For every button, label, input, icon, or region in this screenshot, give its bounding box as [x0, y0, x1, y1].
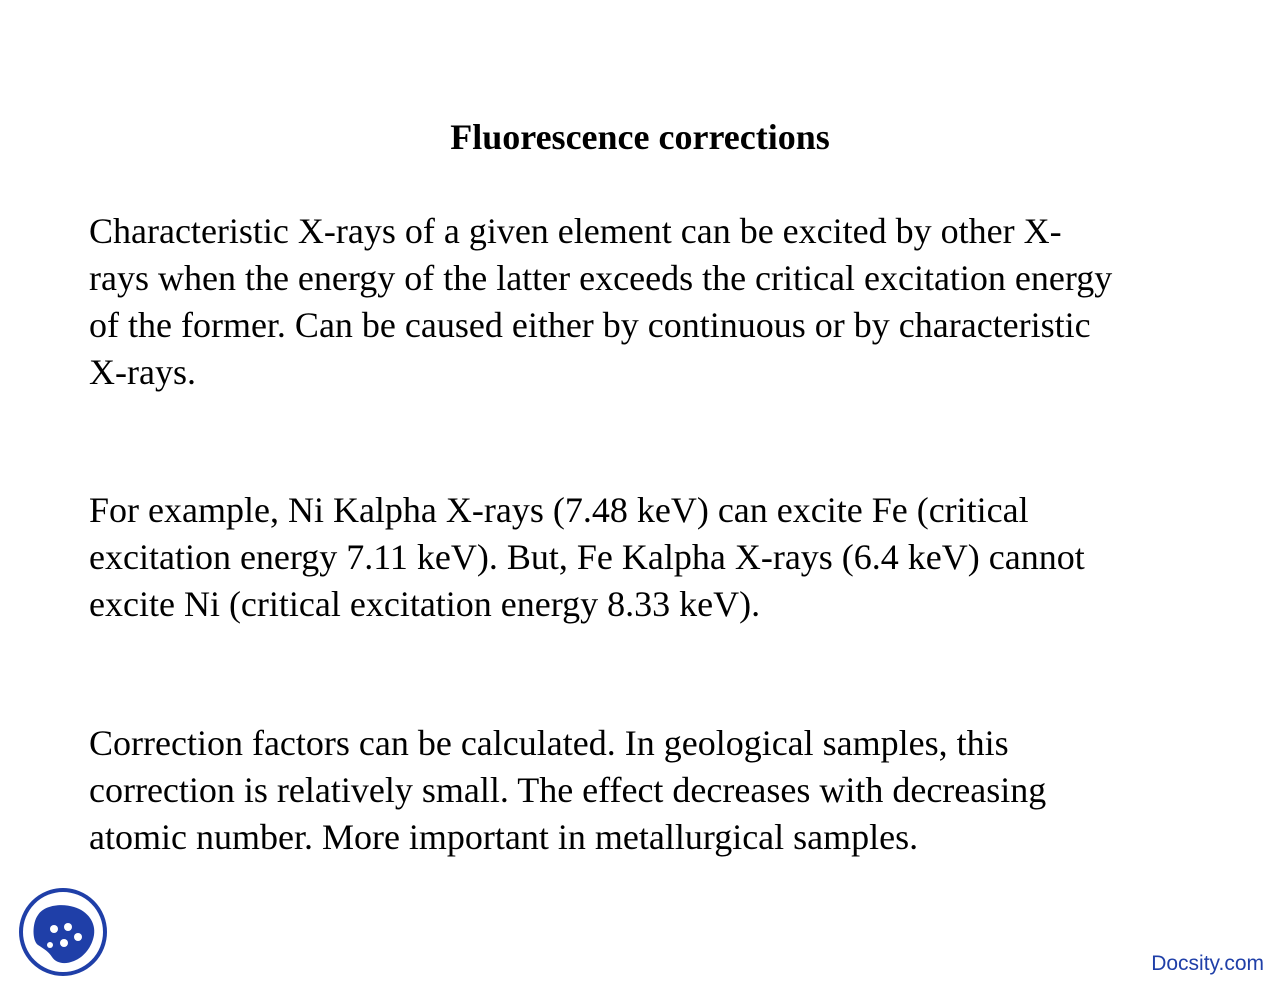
text-line: Correction factors can be calculated. In geological samples, this — [89, 723, 1009, 763]
text-line: excitation energy 7.11 keV). But, Fe Kalpha X-rays (6.4 keV) cannot — [89, 537, 1085, 577]
paragraph-characteristic-xrays — [89, 208, 1219, 396]
text-line: correction is relatively small. The effect decreases with decreasing — [89, 770, 1047, 810]
text-line: For example, Ni Kalpha X-rays (7.48 keV) can excite Fe (critical — [89, 490, 1029, 530]
paragraph-correction-factors — [89, 720, 1219, 861]
text-line: excite Ni (critical excitation energy 8.33 keV). — [89, 584, 761, 624]
text-line: of the former. Can be caused either by continuous or by characteristic — [89, 305, 1091, 345]
text-line: atomic number. More important in metallurgical samples. — [89, 817, 919, 857]
text-line: rays when the energy of the latter exceeds the critical excitation energy — [89, 258, 1113, 298]
text-line: Characteristic X-rays of a given element can be excited by other X- — [89, 211, 1062, 251]
text-line: X-rays. — [89, 352, 196, 392]
paragraph-example — [89, 487, 1219, 628]
docsity-logo-icon — [18, 887, 108, 977]
docsity-brand-link[interactable]: Docsity.com — [1151, 952, 1264, 975]
slide-title: Fluorescence corrections — [450, 117, 830, 157]
